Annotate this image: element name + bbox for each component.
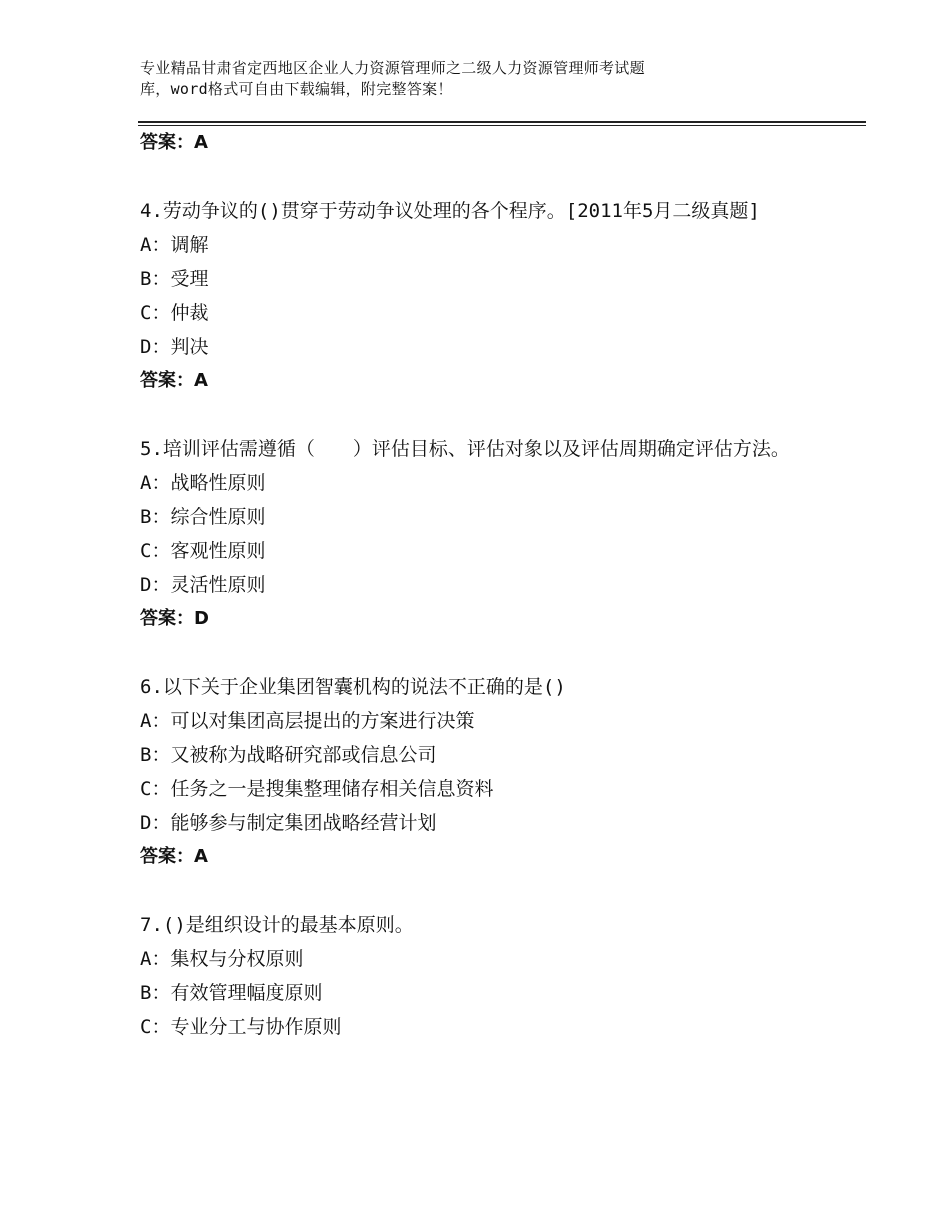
question-6-answer: 答案：A	[140, 846, 208, 867]
question-6	[140, 670, 820, 874]
question-7-text: 7.()是组织设计的最基本原则。	[140, 914, 414, 936]
question-5	[140, 432, 820, 636]
question-4-option-b: B：受理	[140, 268, 209, 290]
question-5-option-c: C：客观性原则	[140, 540, 266, 562]
document-header	[140, 58, 800, 100]
question-6-option-d: D：能够参与制定集团战略经营计划	[140, 812, 437, 834]
answer-prev: 答案：A	[140, 132, 208, 153]
question-7-option-c: C：专业分工与协作原则	[140, 1016, 342, 1038]
question-7-option-a: A：集权与分权原则	[140, 948, 304, 970]
header-rule-thick	[138, 121, 866, 123]
question-6-option-b: B：又被称为战略研究部或信息公司	[140, 744, 437, 766]
header-line-2: 库，word格式可自由下载编辑，附完整答案！	[140, 80, 453, 98]
question-7-option-b: B：有效管理幅度原则	[140, 982, 323, 1004]
question-4-answer: 答案：A	[140, 370, 208, 391]
question-4-option-a: A：调解	[140, 234, 209, 256]
question-5-option-d: D：灵活性原则	[140, 574, 266, 596]
question-4-text: 4.劳动争议的()贯穿于劳动争议处理的各个程序。[2011年5月二级真题]	[140, 200, 760, 222]
question-6-option-c: C：任务之一是搜集整理储存相关信息资料	[140, 778, 494, 800]
question-5-text: 5.培训评估需遵循（ ）评估目标、评估对象以及评估周期确定评估方法。	[140, 438, 790, 460]
question-5-option-a: A：战略性原则	[140, 472, 266, 494]
header-line-1: 专业精品甘肃省定西地区企业人力资源管理师之二级人力资源管理师考试题	[140, 59, 645, 77]
question-4-option-d: D：判决	[140, 336, 209, 358]
question-5-option-b: B：综合性原则	[140, 506, 266, 528]
question-list	[140, 126, 820, 1044]
question-6-option-a: A：可以对集团高层提出的方案进行决策	[140, 710, 475, 732]
question-5-answer: 答案：D	[140, 608, 209, 629]
question-4-option-c: C：仲裁	[140, 302, 209, 324]
question-6-text: 6.以下关于企业集团智囊机构的说法不正确的是()	[140, 676, 566, 698]
question-4	[140, 194, 820, 398]
question-7	[140, 908, 820, 1044]
